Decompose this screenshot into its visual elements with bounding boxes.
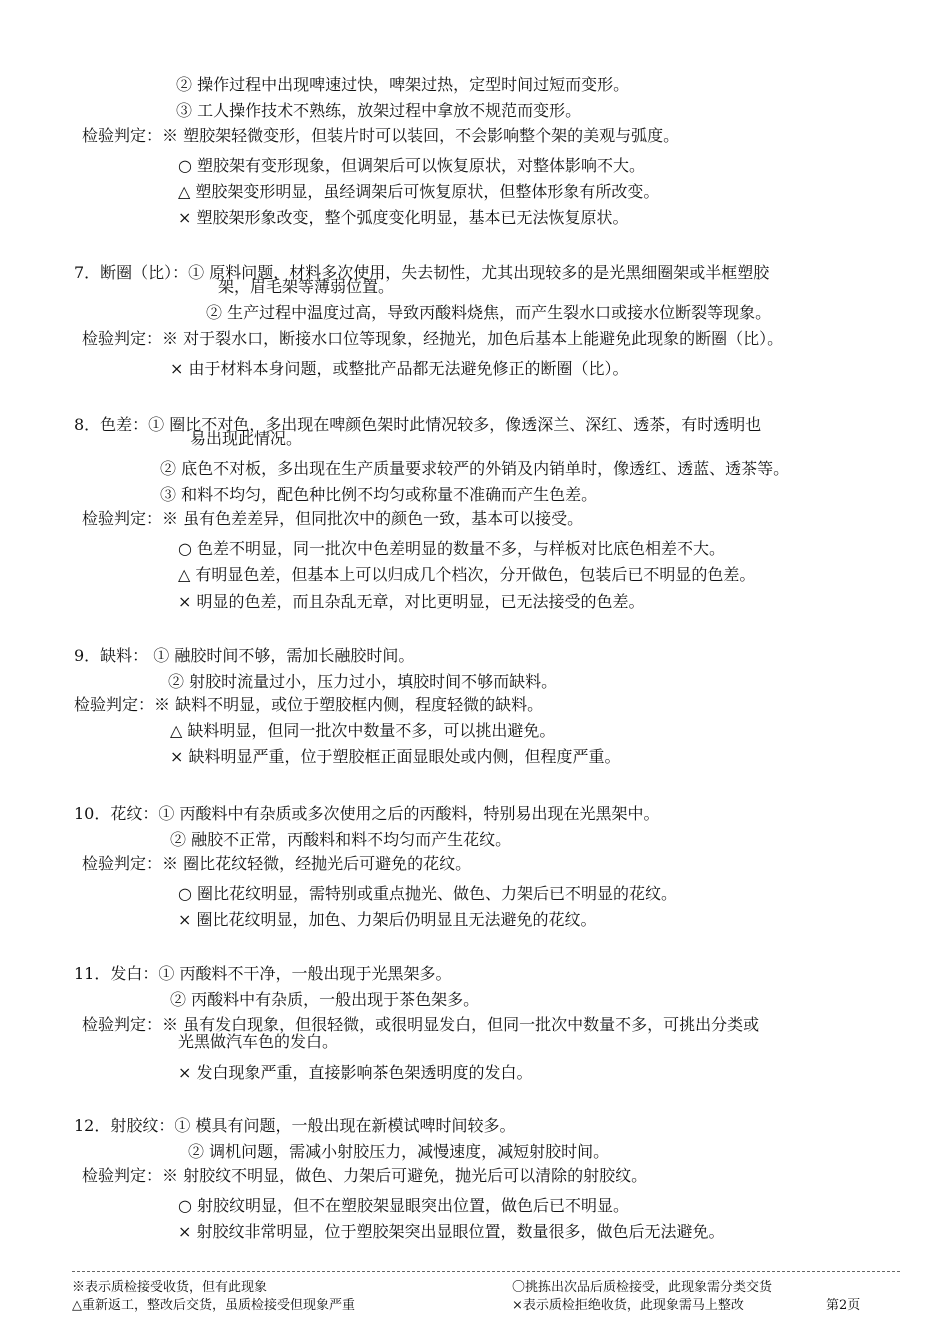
verdict-line: △ 有明显色差，但基本上可以归成几个档次，分开做色，包装后已不明显的色差。 [178, 565, 756, 584]
verdict-line: ○ 塑胶架有变形现象，但调架后可以恢复原状，对整体影响不大。 [178, 156, 646, 175]
verdict-line: △ 塑胶架变形明显，虽经调架后可恢复原状，但整体形象有所改变。 [178, 182, 660, 201]
verdict-line: ○ 射胶纹明显，但不在塑胶架显眼突出位置，做色后已不明显。 [178, 1196, 630, 1215]
verdict-line: 检验判定：※ 对于裂水口，断接水口位等现象，经抛光，加色后基本上能避免此现象的断圈（比）。 [82, 329, 784, 348]
section-7-heading: 7．断圈（比）：① 原料问题，材料多次使用，失去韧性，尤其出现较多的是光黑细圈架或半框塑胶 [74, 263, 770, 282]
cause-line: ③ 工人操作技术不熟练，放架过程中拿放不规范而变形。 [176, 101, 582, 120]
section-8-heading: 8．色差：① 圈比不对色，多出现在啤颜色架时此情况较多，像透深兰、深红、透茶，有时透明也 [74, 415, 762, 434]
cause-line: ② 生产过程中温度过高，导致丙酸料烧焦，而产生裂水口或接水位断裂等现象。 [206, 303, 772, 322]
cause-line: ② 融胶不正常，丙酸料和料不均匀而产生花纹。 [170, 830, 512, 849]
verdict-line: × 发白现象严重，直接影响茶色架透明度的发白。 [178, 1063, 533, 1082]
verdict-line: ○ 圈比花纹明显，需特别或重点抛光、做色、力架后已不明显的花纹。 [178, 884, 678, 903]
footer-legend-accept: ※表示质检接受收货，但有此现象 [72, 1280, 268, 1295]
verdict-line: × 圈比花纹明显，加色、力架后仍明显且无法避免的花纹。 [178, 910, 597, 929]
verdict-line: × 缺料明显严重，位于塑胶框正面显眼处或内侧，但程度严重。 [170, 747, 621, 766]
verdict-line: ○ 色差不明显，同一批次中色差明显的数量不多，与样板对比底色相差不大。 [178, 539, 726, 558]
section-11-heading: 11．发白：① 丙酸料不干净，一般出现于光黑架多。 [74, 964, 452, 983]
cause-line: ② 射胶时流量过小，压力过小，填胶时间不够而缺料。 [168, 672, 558, 691]
footer-legend-sort: 〇挑拣出次品后质检接受，此现象需分类交货 [512, 1280, 773, 1295]
verdict-line: 检验判定：※ 缺料不明显，或位于塑胶框内侧，程度轻微的缺料。 [74, 695, 544, 714]
cause-line: ② 底色不对板，多出现在生产质量要求较严的外销及内销单时，像透红、透蓝、透茶等。 [160, 459, 790, 478]
cause-line: ② 调机问题，需减小射胶压力，减慢速度，减短射胶时间。 [188, 1142, 610, 1161]
verdict-line: × 由于材料本身问题，或整批产品都无法避免修正的断圈（比）。 [170, 359, 629, 378]
cause-line: ③ 和料不均匀，配色种比例不均匀或称量不准确而产生色差。 [160, 485, 598, 504]
page-number: 第2页 [826, 1298, 861, 1313]
footer-legend-rework: △重新返工，整改后交货，虽质检接受但现象严重 [72, 1298, 355, 1313]
verdict-line: × 明显的色差，而且杂乱无章，对比更明显，已无法接受的色差。 [178, 592, 645, 611]
verdict-line: 检验判定：※ 虽有色差差异，但同批次中的颜色一致，基本可以接受。 [82, 509, 584, 528]
cause-line: ② 操作过程中出现啤速过快，啤架过热，定型时间过短而变形。 [176, 75, 630, 94]
cause-line-continued: 易出现此情况。 [190, 429, 303, 448]
verdict-line: △ 缺料明显，但同一批次中数量不多，可以挑出避免。 [170, 721, 556, 740]
footer-legend-reject: ×表示质检拒绝收货，此现象需马上整改 [512, 1298, 744, 1313]
section-12-heading: 12．射胶纹：① 模具有问题，一般出现在新模试啤时间较多。 [74, 1116, 516, 1135]
verdict-line-continued: 光黑做汽车色的发白。 [178, 1032, 339, 1051]
footer-divider [72, 1271, 900, 1272]
section-9-heading: 9．缺料： ① 融胶时间不够，需加长融胶时间。 [74, 646, 415, 665]
verdict-line: × 塑胶架形象改变，整个弧度变化明显，基本已无法恢复原状。 [178, 208, 629, 227]
verdict-line: 检验判定：※ 圈比花纹轻微，经抛光后可避免的花纹。 [82, 854, 472, 873]
cause-line-continued: 架，眉毛架等薄弱位置。 [218, 277, 395, 296]
verdict-line: 检验判定：※ 射胶纹不明显，做色、力架后可避免，抛光后可以清除的射胶纹。 [82, 1166, 648, 1185]
section-10-heading: 10．花纹：① 丙酸料中有杂质或多次使用之后的丙酸料，特别易出现在光黑架中。 [74, 804, 660, 823]
verdict-line: × 射胶纹非常明显，位于塑胶架突出显眼位置，数量很多，做色后无法避免。 [178, 1222, 725, 1241]
verdict-line: 检验判定：※ 虽有发白现象，但很轻微，或很明显发白，但同一批次中数量不多，可挑出分类或 [82, 1015, 760, 1034]
verdict-line: 检验判定：※ 塑胶架轻微变形，但装片时可以装回，不会影响整个架的美观与弧度。 [82, 126, 680, 145]
cause-line: ② 丙酸料中有杂质，一般出现于茶色架多。 [170, 990, 480, 1009]
